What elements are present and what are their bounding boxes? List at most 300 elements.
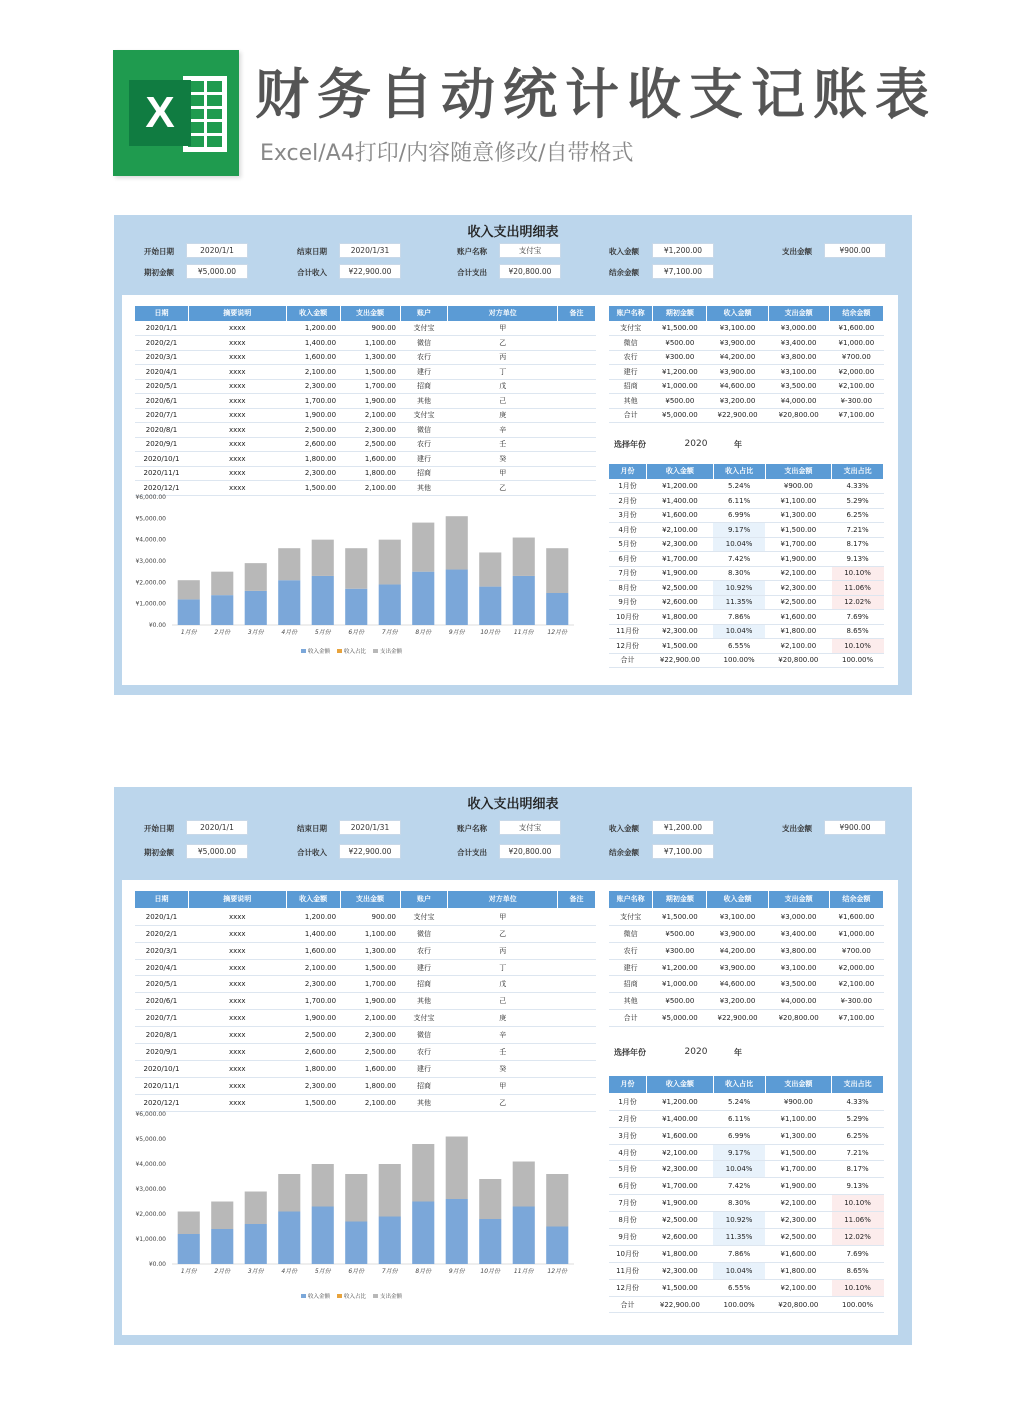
account-cell: ¥2,000.00 xyxy=(829,365,883,380)
bar-expense xyxy=(379,540,401,585)
field-label: 期初金额 xyxy=(144,268,174,277)
account-cell: ¥500.00 xyxy=(653,394,707,409)
monthly-cell: 6.25% xyxy=(832,1127,884,1144)
monthly-cell: 11.06% xyxy=(832,581,884,596)
monthly-cell: 10.10% xyxy=(832,566,884,581)
monthly-cell: ¥1,100.00 xyxy=(765,1110,832,1127)
bar-expense xyxy=(278,548,300,580)
account-cell: ¥4,200.00 xyxy=(707,350,768,365)
table-row xyxy=(609,336,884,351)
bar-income xyxy=(513,1207,535,1265)
detail-cell: 2020/11/1 xyxy=(135,466,189,481)
table-row xyxy=(609,639,884,654)
detail-cell: 2020/12/1 xyxy=(135,481,189,496)
monthly-cell: 5.24% xyxy=(713,479,765,494)
out-field[interactable]: ¥900.00 xyxy=(824,243,886,258)
account-cell: ¥3,200.00 xyxy=(707,993,768,1010)
detail-cell: 1,200.00 xyxy=(286,908,340,925)
monthly-cell: 100.00% xyxy=(832,1296,884,1313)
monthly-cell: 8.17% xyxy=(832,1161,884,1178)
y-tick-label: ¥2,000.00 xyxy=(135,1211,166,1218)
detail-header: 日期 xyxy=(135,891,189,909)
monthly-cell: 5.29% xyxy=(832,494,884,509)
monthly-header: 支出金额 xyxy=(765,1076,832,1094)
monthly-cell: 1月份 xyxy=(609,479,647,494)
monthly-cell: 9月份 xyxy=(609,595,647,610)
bar-income xyxy=(513,576,535,625)
account-cell: ¥4,600.00 xyxy=(707,976,768,993)
y-tick-label: ¥0.00 xyxy=(148,622,166,629)
account-header: 收入金额 xyxy=(707,891,768,909)
detail-cell: 2020/6/1 xyxy=(135,394,189,409)
account-cell: ¥22,900.00 xyxy=(707,408,768,423)
account-cell: ¥1,600.00 xyxy=(829,908,883,925)
legend-label: 收入占比 xyxy=(344,1294,367,1300)
monthly-cell: 10月份 xyxy=(609,1245,647,1262)
bar-expense xyxy=(312,540,334,576)
detail-cell: 1,800.00 xyxy=(340,466,400,481)
bar-income xyxy=(379,1217,401,1265)
account-cell: ¥3,400.00 xyxy=(768,925,829,942)
detail-cell: 建行 xyxy=(400,959,448,976)
account-header: 账户名称 xyxy=(609,306,653,322)
account-cell: 其他 xyxy=(609,394,653,409)
table-row xyxy=(609,1262,884,1279)
detail-cell: xxxx xyxy=(188,1027,286,1044)
monthly-cell: 11月份 xyxy=(609,624,647,639)
x-tick-label: 9月份 xyxy=(448,629,465,636)
sheet-preview-large xyxy=(114,787,912,1345)
account-cell: ¥20,800.00 xyxy=(768,408,829,423)
monthly-cell: ¥1,500.00 xyxy=(647,1279,714,1296)
sheet-title: 收入支出明细表 xyxy=(467,797,559,812)
detail-header: 备注 xyxy=(558,306,596,322)
field-label: 合计收入 xyxy=(297,268,327,277)
monthly-header: 收入金额 xyxy=(647,464,714,480)
account-cell: ¥3,900.00 xyxy=(707,959,768,976)
monthly-cell: ¥1,600.00 xyxy=(765,610,832,625)
monthly-cell: ¥1,900.00 xyxy=(765,552,832,567)
field-label: 合计支出 xyxy=(457,848,487,857)
table-row xyxy=(135,1060,596,1077)
monthly-cell: ¥1,600.00 xyxy=(647,508,714,523)
chart-area xyxy=(122,491,584,665)
monthly-cell: ¥1,200.00 xyxy=(647,1093,714,1110)
legend-label: 收入占比 xyxy=(344,649,367,655)
detail-cell: 1,600.00 xyxy=(286,942,340,959)
acct-field[interactable]: 支付宝 xyxy=(499,820,561,835)
monthly-cell: ¥1,700.00 xyxy=(647,552,714,567)
year-select[interactable]: 2020 xyxy=(684,1047,708,1057)
legend-swatch xyxy=(337,1294,342,1298)
bar-income xyxy=(546,593,568,625)
bal-field[interactable]: ¥7,100.00 xyxy=(652,264,714,279)
table-row xyxy=(609,537,884,552)
detail-cell: 农行 xyxy=(400,350,448,365)
monthly-cell: ¥1,500.00 xyxy=(647,639,714,654)
account-cell: ¥500.00 xyxy=(653,336,707,351)
monthly-cell: 9.13% xyxy=(832,1178,884,1195)
x-tick-label: 10月份 xyxy=(480,1268,501,1275)
table-row xyxy=(135,993,596,1010)
detail-cell xyxy=(558,976,596,993)
account-cell: ¥3,900.00 xyxy=(707,925,768,942)
detail-cell: 1,400.00 xyxy=(286,925,340,942)
account-cell: ¥2,000.00 xyxy=(829,959,883,976)
monthly-cell: 6月份 xyxy=(609,552,647,567)
x-tick-label: 2月份 xyxy=(214,629,231,636)
detail-cell xyxy=(558,1044,596,1061)
detail-cell xyxy=(558,365,596,380)
detail-cell xyxy=(558,942,596,959)
account-cell: 建行 xyxy=(609,959,653,976)
x-tick-label: 5月份 xyxy=(314,1268,331,1275)
detail-cell: xxxx xyxy=(188,1010,286,1027)
monthly-cell: 8.30% xyxy=(713,566,765,581)
account-cell: ¥1,000.00 xyxy=(829,925,883,942)
detail-header: 摘要说明 xyxy=(188,891,286,909)
detail-cell: xxxx xyxy=(188,379,286,394)
detail-cell: 丙 xyxy=(448,942,558,959)
detail-cell: 2020/1/1 xyxy=(135,908,189,925)
detail-cell: 戊 xyxy=(448,976,558,993)
detail-cell: 2,100.00 xyxy=(340,481,400,496)
tin-field[interactable]: ¥22,900.00 xyxy=(339,264,401,279)
monthly-cell: 10.04% xyxy=(713,1262,765,1279)
table-row xyxy=(609,1093,884,1110)
detail-cell: 2020/4/1 xyxy=(135,365,189,380)
monthly-cell: 7.21% xyxy=(832,523,884,538)
logo-letter: X xyxy=(129,80,191,146)
x-tick-label: 4月份 xyxy=(281,1268,298,1275)
detail-cell: 壬 xyxy=(448,437,558,452)
monthly-cell: 8.30% xyxy=(713,1195,765,1212)
field-label: 合计支出 xyxy=(457,268,487,277)
detail-cell xyxy=(558,1060,596,1077)
account-cell: ¥3,000.00 xyxy=(768,908,829,925)
detail-cell: 1,500.00 xyxy=(286,1094,340,1111)
x-tick-label: 2月份 xyxy=(214,1268,231,1275)
monthly-cell: ¥2,100.00 xyxy=(765,639,832,654)
table-row xyxy=(135,1027,596,1044)
monthly-cell: 1月份 xyxy=(609,1093,647,1110)
detail-cell: 2,500.00 xyxy=(340,437,400,452)
monthly-cell: 12月份 xyxy=(609,1279,647,1296)
in-field[interactable]: ¥1,200.00 xyxy=(652,243,714,258)
monthly-cell: 3月份 xyxy=(609,1127,647,1144)
bar-income xyxy=(345,589,367,625)
table-row xyxy=(135,452,596,467)
account-cell: ¥3,900.00 xyxy=(707,365,768,380)
detail-cell xyxy=(558,321,596,336)
monthly-cell: 7月份 xyxy=(609,566,647,581)
bar-expense xyxy=(379,1164,401,1217)
detail-cell: 癸 xyxy=(448,1060,558,1077)
account-cell: 支付宝 xyxy=(609,321,653,336)
table-row xyxy=(135,976,596,993)
tin-field[interactable]: ¥22,900.00 xyxy=(339,844,401,859)
account-cell: ¥1,000.00 xyxy=(829,336,883,351)
monthly-cell: 5月份 xyxy=(609,1161,647,1178)
account-header: 结余金额 xyxy=(829,306,883,322)
detail-cell: 其他 xyxy=(400,394,448,409)
account-cell: 微信 xyxy=(609,925,653,942)
bar-income xyxy=(446,570,468,625)
detail-header: 支出金额 xyxy=(340,891,400,909)
detail-cell: 2020/8/1 xyxy=(135,1027,189,1044)
detail-cell: 支付宝 xyxy=(400,321,448,336)
table-row xyxy=(609,1144,884,1161)
table-row xyxy=(609,942,884,959)
detail-cell: xxxx xyxy=(188,1060,286,1077)
detail-cell: 甲 xyxy=(448,321,558,336)
detail-cell: 2020/11/1 xyxy=(135,1077,189,1094)
table-row xyxy=(609,508,884,523)
monthly-cell: ¥1,600.00 xyxy=(765,1245,832,1262)
detail-cell: 招商 xyxy=(400,379,448,394)
table-row xyxy=(135,1010,596,1027)
x-tick-label: 10月份 xyxy=(480,629,501,636)
detail-cell: 建行 xyxy=(400,1060,448,1077)
monthly-cell: ¥2,500.00 xyxy=(647,581,714,596)
monthly-cell: 8.65% xyxy=(832,1262,884,1279)
detail-cell: 2,300.00 xyxy=(286,976,340,993)
detail-cell: 2,500.00 xyxy=(286,423,340,438)
start-field[interactable]: 2020/1/1 xyxy=(186,243,248,258)
monthly-cell: 2月份 xyxy=(609,494,647,509)
account-header: 账户名称 xyxy=(609,891,653,909)
end-field[interactable]: 2020/1/31 xyxy=(339,820,401,835)
monthly-cell: ¥1,200.00 xyxy=(647,479,714,494)
bar-expense xyxy=(446,516,468,569)
account-cell: ¥7,100.00 xyxy=(829,408,883,423)
detail-header: 账户 xyxy=(400,306,448,322)
bar-income xyxy=(245,591,267,625)
detail-cell: xxxx xyxy=(188,925,286,942)
detail-cell: 甲 xyxy=(448,466,558,481)
bar-expense xyxy=(479,552,501,586)
detail-cell xyxy=(558,959,596,976)
bar-chart xyxy=(122,491,584,661)
field-label: 账户名称 xyxy=(457,247,487,256)
account-cell: ¥1,200.00 xyxy=(653,365,707,380)
monthly-cell: 7.86% xyxy=(713,1245,765,1262)
bar-expense xyxy=(546,1174,568,1227)
bar-expense xyxy=(211,1202,233,1230)
bar-income xyxy=(546,1227,568,1265)
table-row xyxy=(135,321,596,336)
monthly-cell: ¥1,800.00 xyxy=(647,610,714,625)
detail-header: 账户 xyxy=(400,891,448,909)
detail-cell: 支付宝 xyxy=(400,908,448,925)
tout-field[interactable]: ¥20,800.00 xyxy=(499,844,561,859)
bar-chart xyxy=(122,1108,584,1306)
monthly-cell: 9.17% xyxy=(713,523,765,538)
account-header: 结余金额 xyxy=(829,891,883,909)
monthly-cell: 12月份 xyxy=(609,639,647,654)
detail-cell: 2020/2/1 xyxy=(135,925,189,942)
account-cell: ¥3,100.00 xyxy=(707,321,768,336)
bar-expense xyxy=(178,580,200,599)
detail-cell: 2,300.00 xyxy=(340,1027,400,1044)
detail-cell: 招商 xyxy=(400,976,448,993)
detail-cell: xxxx xyxy=(188,1044,286,1061)
detail-cell: 2020/7/1 xyxy=(135,408,189,423)
year-select[interactable]: 2020 xyxy=(684,439,708,449)
bar-expense xyxy=(178,1212,200,1235)
monthly-cell: ¥1,800.00 xyxy=(765,624,832,639)
bar-expense xyxy=(513,1162,535,1207)
detail-cell: xxxx xyxy=(188,993,286,1010)
account-cell: 农行 xyxy=(609,942,653,959)
out-field[interactable]: ¥900.00 xyxy=(824,820,886,835)
field-row xyxy=(114,820,912,836)
account-cell: ¥7,100.00 xyxy=(829,1010,883,1027)
bar-expense xyxy=(211,572,233,595)
detail-cell: 1,100.00 xyxy=(340,336,400,351)
bar-expense xyxy=(412,523,434,572)
detail-cell: 1,900.00 xyxy=(286,408,340,423)
field-label: 开始日期 xyxy=(144,247,174,256)
table-row xyxy=(135,423,596,438)
detail-cell: 1,900.00 xyxy=(286,1010,340,1027)
open-field[interactable]: ¥5,000.00 xyxy=(186,844,248,859)
detail-cell: xxxx xyxy=(188,1094,286,1111)
sheet-title: 收入支出明细表 xyxy=(467,225,559,240)
field-label: 支出金额 xyxy=(782,824,812,833)
table-row xyxy=(609,394,884,409)
monthly-cell: ¥2,300.00 xyxy=(647,1262,714,1279)
monthly-cell: 9月份 xyxy=(609,1229,647,1246)
detail-cell: 2,300.00 xyxy=(286,1077,340,1094)
table-row xyxy=(135,959,596,976)
monthly-cell: 10.92% xyxy=(713,1212,765,1229)
monthly-cell: ¥2,100.00 xyxy=(765,1279,832,1296)
table-row xyxy=(609,321,884,336)
monthly-cell: 8月份 xyxy=(609,1212,647,1229)
legend-label: 支出金额 xyxy=(380,649,403,655)
table-row xyxy=(609,379,884,394)
open-field[interactable]: ¥5,000.00 xyxy=(186,264,248,279)
account-cell: 合计 xyxy=(609,408,653,423)
monthly-cell: 8.17% xyxy=(832,537,884,552)
tout-field[interactable]: ¥20,800.00 xyxy=(499,264,561,279)
detail-header: 支出金额 xyxy=(340,306,400,322)
field-label: 支出金额 xyxy=(782,247,812,256)
acct-field[interactable]: 支付宝 xyxy=(499,243,561,258)
table-row xyxy=(609,1178,884,1195)
bar-income xyxy=(278,1212,300,1265)
detail-cell: 2020/12/1 xyxy=(135,1094,189,1111)
detail-cell: 戊 xyxy=(448,379,558,394)
detail-cell: 农行 xyxy=(400,942,448,959)
table-row xyxy=(135,408,596,423)
bar-income xyxy=(211,1229,233,1264)
bar-expense xyxy=(345,1174,367,1222)
account-cell: 招商 xyxy=(609,976,653,993)
monthly-cell: 7月份 xyxy=(609,1195,647,1212)
monthly-cell: 10月份 xyxy=(609,610,647,625)
table-row xyxy=(609,523,884,538)
y-tick-label: ¥4,000.00 xyxy=(135,536,166,544)
table-row xyxy=(609,925,884,942)
detail-cell xyxy=(558,437,596,452)
detail-cell: 农行 xyxy=(400,1044,448,1061)
account-cell: ¥500.00 xyxy=(653,993,707,1010)
legend-label: 支出金额 xyxy=(380,1294,403,1300)
x-tick-label: 12月份 xyxy=(547,629,568,636)
detail-cell: 900.00 xyxy=(340,908,400,925)
bar-income xyxy=(446,1199,468,1264)
detail-cell: 1,100.00 xyxy=(340,925,400,942)
detail-cell: 丙 xyxy=(448,350,558,365)
monthly-cell: ¥1,300.00 xyxy=(765,1127,832,1144)
detail-cell: 招商 xyxy=(400,466,448,481)
detail-cell: 900.00 xyxy=(340,321,400,336)
detail-cell: xxxx xyxy=(188,452,286,467)
y-tick-label: ¥5,000.00 xyxy=(135,1136,166,1143)
legend-swatch xyxy=(373,1294,378,1298)
in-field[interactable]: ¥1,200.00 xyxy=(652,820,714,835)
detail-cell xyxy=(558,925,596,942)
account-table xyxy=(608,305,884,423)
monthly-cell: 7.21% xyxy=(832,1144,884,1161)
bar-expense xyxy=(546,548,568,593)
table-row xyxy=(609,1127,884,1144)
monthly-cell: ¥2,300.00 xyxy=(765,1212,832,1229)
bal-field[interactable]: ¥7,100.00 xyxy=(652,844,714,859)
detail-cell: 1,600.00 xyxy=(340,1060,400,1077)
monthly-cell: ¥1,700.00 xyxy=(765,1161,832,1178)
start-field[interactable]: 2020/1/1 xyxy=(186,820,248,835)
table-row xyxy=(609,494,884,509)
end-field[interactable]: 2020/1/31 xyxy=(339,243,401,258)
monthly-cell: 6.11% xyxy=(713,494,765,509)
monthly-cell: 6月份 xyxy=(609,1178,647,1195)
bar-income xyxy=(312,1207,334,1265)
monthly-cell: ¥2,600.00 xyxy=(647,595,714,610)
detail-cell: 其他 xyxy=(400,993,448,1010)
detail-cell: 癸 xyxy=(448,452,558,467)
monthly-cell: ¥900.00 xyxy=(765,1093,832,1110)
detail-cell: xxxx xyxy=(188,336,286,351)
monthly-header: 收入金额 xyxy=(647,1076,714,1094)
detail-cell: 1,200.00 xyxy=(286,321,340,336)
monthly-cell: 6.99% xyxy=(713,508,765,523)
monthly-cell: 6.11% xyxy=(713,1110,765,1127)
y-tick-label: ¥4,000.00 xyxy=(135,1161,166,1168)
account-cell: ¥700.00 xyxy=(829,942,883,959)
account-cell: ¥3,000.00 xyxy=(768,321,829,336)
legend-swatch xyxy=(301,649,306,653)
field-label: 账户名称 xyxy=(457,824,487,833)
detail-cell xyxy=(558,1027,596,1044)
y-tick-label: ¥6,000.00 xyxy=(135,494,166,501)
monthly-cell: 6.25% xyxy=(832,508,884,523)
y-tick-label: ¥5,000.00 xyxy=(135,515,166,523)
account-cell: 农行 xyxy=(609,350,653,365)
field-label: 结束日期 xyxy=(297,824,327,833)
detail-cell: 2,100.00 xyxy=(340,408,400,423)
table-row xyxy=(609,908,884,925)
monthly-cell: 2月份 xyxy=(609,1110,647,1127)
account-cell: ¥-300.00 xyxy=(829,394,883,409)
account-cell: ¥-300.00 xyxy=(829,993,883,1010)
monthly-cell: ¥2,600.00 xyxy=(647,1229,714,1246)
detail-cell: xxxx xyxy=(188,466,286,481)
account-cell: 建行 xyxy=(609,365,653,380)
detail-cell: 乙 xyxy=(448,336,558,351)
